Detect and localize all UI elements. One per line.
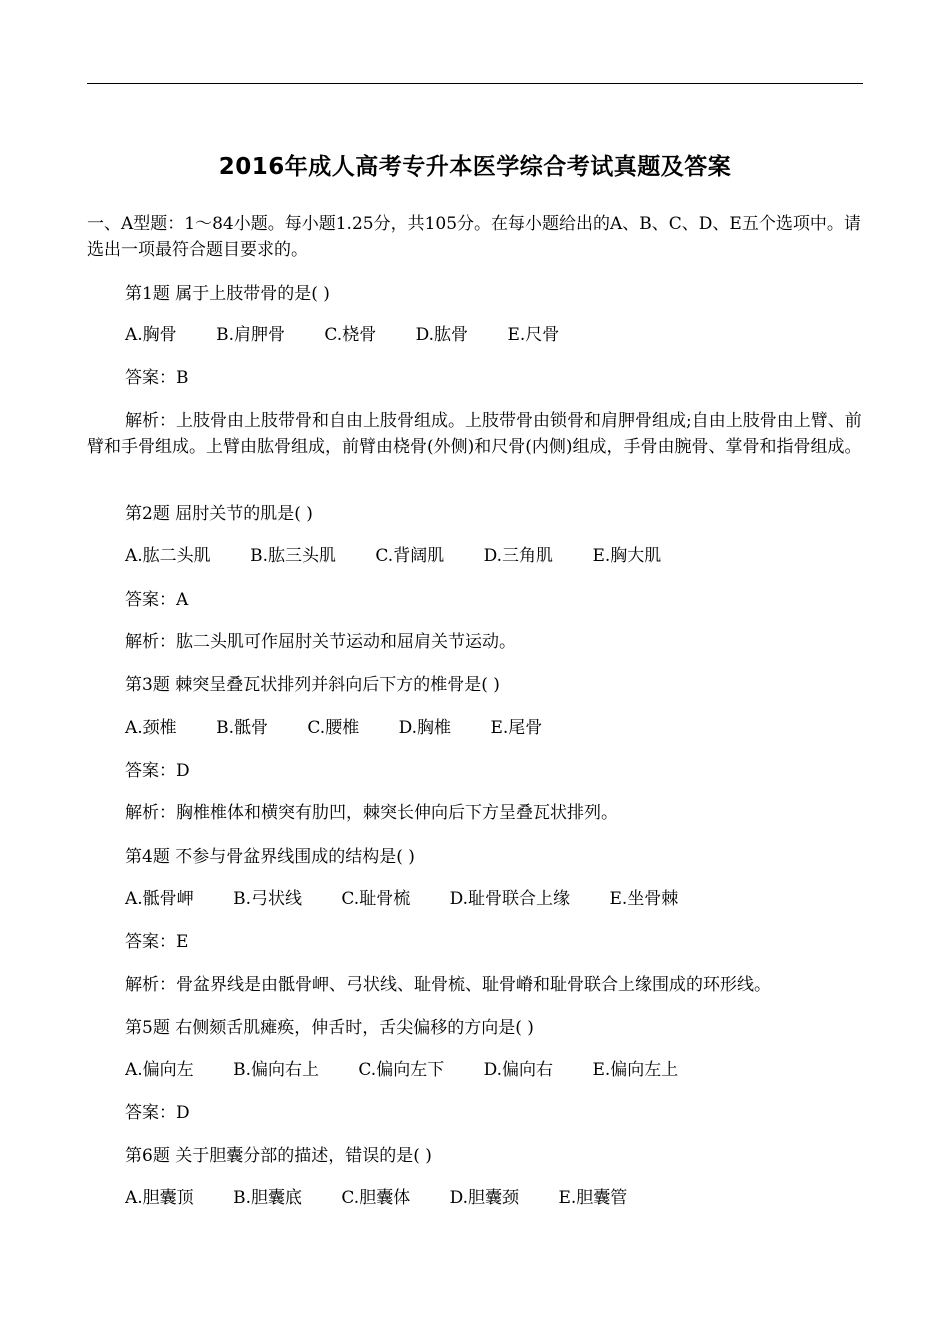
question-2-options bbox=[125, 543, 661, 569]
option: C.偏向左下 bbox=[358, 1060, 445, 1080]
option: C.腰椎 bbox=[307, 718, 360, 738]
option: C.桡骨 bbox=[324, 325, 377, 345]
option: B.肩胛骨 bbox=[216, 325, 285, 345]
question-3-answer: 答案：D bbox=[125, 761, 190, 781]
question-2-answer: 答案：A bbox=[125, 590, 189, 610]
option: D.肱骨 bbox=[415, 325, 469, 345]
header-rule bbox=[87, 83, 863, 84]
option: B.胆囊底 bbox=[233, 1188, 302, 1208]
option: D.偏向右 bbox=[483, 1060, 554, 1080]
question-3-options bbox=[125, 715, 542, 741]
question-3-stem: 第3题 棘突呈叠瓦状排列并斜向后下方的椎骨是( ) bbox=[125, 675, 500, 695]
option: B.偏向右上 bbox=[233, 1060, 319, 1080]
option: D.三角肌 bbox=[483, 546, 554, 566]
option: E.胸大肌 bbox=[592, 546, 662, 566]
option: C.耻骨梳 bbox=[341, 889, 411, 909]
section-intro: 一、A型题：1～84小题。每小题1.25分，共105分。在每小题给出的A、B、C、D、E五个选项中。请选出一项最符合题目要求的。 bbox=[87, 214, 861, 260]
option: E.尺骨 bbox=[507, 325, 560, 345]
option: D.胆囊颈 bbox=[449, 1188, 520, 1208]
option: B.弓状线 bbox=[233, 889, 302, 909]
question-6-options bbox=[125, 1185, 627, 1211]
option: A.肱二头肌 bbox=[125, 546, 211, 566]
option: B.肱三头肌 bbox=[250, 546, 336, 566]
option: A.胸骨 bbox=[125, 325, 177, 345]
question-1-answer: 答案：B bbox=[125, 368, 189, 388]
option: E.尾骨 bbox=[490, 718, 543, 738]
question-1-analysis: 解析：上肢骨由上肢带骨和自由上肢骨组成。上肢带骨由锁骨和肩胛骨组成;自由上肢骨由上臂、前臂和手骨组成。上臂由肱骨组成，前臂由桡骨(外侧)和尺骨(内侧)组成，手骨由腕骨、掌骨和指骨组成。 bbox=[87, 411, 862, 457]
question-2-analysis: 解析：肱二头肌可作屈肘关节运动和屈肩关节运动。 bbox=[125, 632, 516, 652]
option: E.偏向左上 bbox=[592, 1060, 679, 1080]
question-4-stem: 第4题 不参与骨盆界线围成的结构是( ) bbox=[125, 847, 415, 867]
option: A.偏向左 bbox=[125, 1060, 194, 1080]
question-4-answer: 答案：E bbox=[125, 932, 189, 952]
question-6-stem: 第6题 关于胆囊分部的描述，错误的是( ) bbox=[125, 1146, 432, 1166]
question-1-options bbox=[125, 322, 559, 348]
option: D.耻骨联合上缘 bbox=[449, 889, 571, 909]
option: C.胆囊体 bbox=[341, 1188, 411, 1208]
option: E.坐骨棘 bbox=[609, 889, 679, 909]
option: B.骶骨 bbox=[216, 718, 268, 738]
question-5-stem: 第5题 右侧颏舌肌瘫痪，伸舌时，舌尖偏移的方向是( ) bbox=[125, 1018, 534, 1038]
option: E.胆囊管 bbox=[558, 1188, 628, 1208]
question-3-analysis: 解析：胸椎椎体和横突有肋凹，棘突长伸向后下方呈叠瓦状排列。 bbox=[125, 803, 618, 823]
question-2-stem: 第2题 屈肘关节的肌是( ) bbox=[125, 504, 313, 524]
question-5-answer: 答案：D bbox=[125, 1103, 190, 1123]
question-4-analysis: 解析：骨盆界线是由骶骨岬、弓状线、耻骨梳、耻骨嵴和耻骨联合上缘围成的环形线。 bbox=[125, 975, 771, 995]
option: C.背阔肌 bbox=[375, 546, 445, 566]
question-4-options bbox=[125, 886, 678, 912]
question-5-options bbox=[125, 1057, 678, 1083]
option: D.胸椎 bbox=[398, 718, 452, 738]
option: A.骶骨岬 bbox=[125, 889, 194, 909]
question-1-stem: 第1题 属于上肢带骨的是( ) bbox=[125, 284, 330, 304]
option: A.胆囊顶 bbox=[125, 1188, 194, 1208]
option: A.颈椎 bbox=[125, 718, 177, 738]
document-title: 2016年成人高考专升本医学综合考试真题及答案 bbox=[218, 154, 732, 180]
